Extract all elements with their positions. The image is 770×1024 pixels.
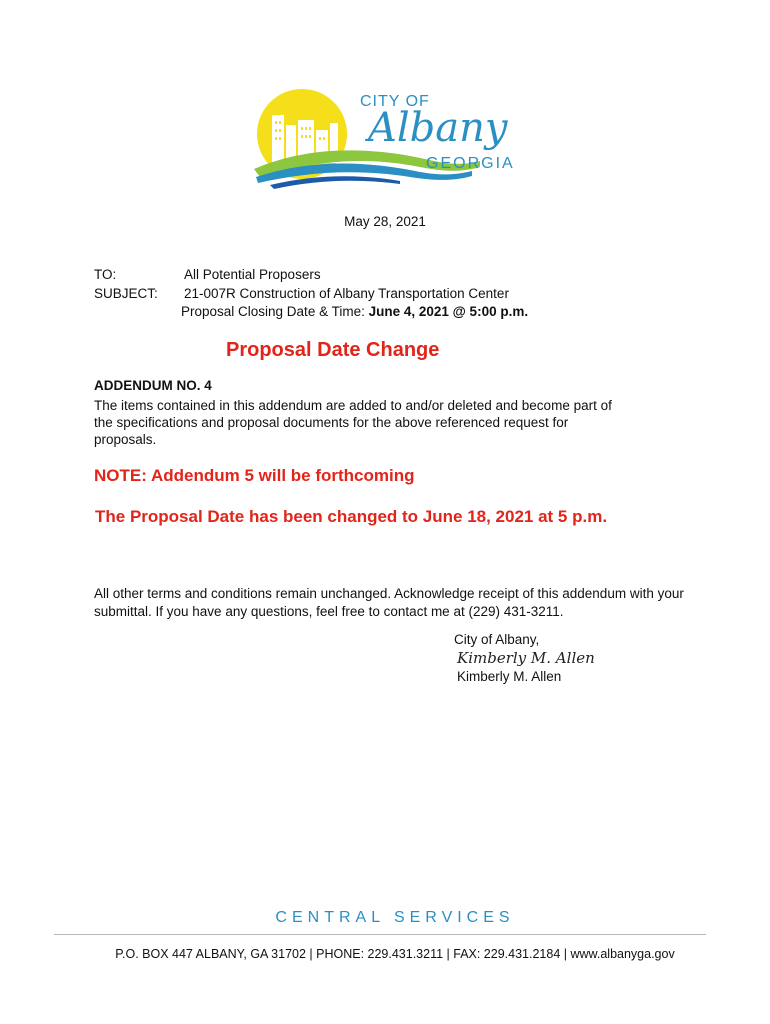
city-of-albany-logo: [250, 85, 530, 195]
subject-line: [94, 286, 509, 301]
to-value: All Potential Proposers: [184, 267, 321, 282]
department-name: CENTRAL SERVICES: [275, 909, 515, 926]
closing-date-prefix: Proposal Closing Date & Time:: [181, 304, 369, 319]
addendum-intro-paragraph: The items contained in this addendum are added to and/or deleted and become part of the specifications and proposal documents for the above referenced request for proposals.: [94, 398, 612, 447]
closing-date-line: [181, 304, 528, 319]
closing-date-value: June 4, 2021 @ 5:00 p.m.: [368, 304, 529, 319]
logo-text-georgia: GEORGIA: [426, 155, 515, 172]
date-change-notice: The Proposal Date has been changed to June 18, 2021 at 5 p.m.: [95, 507, 608, 526]
subject-value: 21-007R Construction of Albany Transportation Center: [184, 286, 509, 301]
page-title: Proposal Date Change: [226, 339, 440, 361]
logo-text-city-of: CITY OF: [360, 93, 430, 110]
footer-divider: [54, 934, 706, 935]
signature-block: [454, 632, 595, 684]
footer-contact: P.O. BOX 447 ALBANY, GA 31702 | PHONE: 229.431.3211 | FAX: 229.431.2184 | www.albanyga.gov: [115, 947, 675, 961]
subject-label: SUBJECT:: [94, 286, 158, 301]
signoff-text: City of Albany,: [454, 632, 540, 647]
logo-text-albany: Albany: [368, 105, 508, 151]
note-forthcoming: NOTE: Addendum 5 will be forthcoming: [94, 466, 415, 485]
to-label: TO:: [94, 267, 117, 282]
signer-name: Kimberly M. Allen: [457, 669, 562, 684]
letter-date: May 28, 2021: [344, 214, 426, 229]
closing-paragraph: All other terms and conditions remain unchanged. Acknowledge receipt of this addendum with your submittal. If you have any questions, feel free to contact me at (229) 431-3211.: [94, 586, 684, 619]
signature-image: Kimberly M. Allen: [457, 649, 595, 667]
to-line: [94, 267, 321, 282]
addendum-heading: ADDENDUM NO. 4: [94, 378, 212, 393]
